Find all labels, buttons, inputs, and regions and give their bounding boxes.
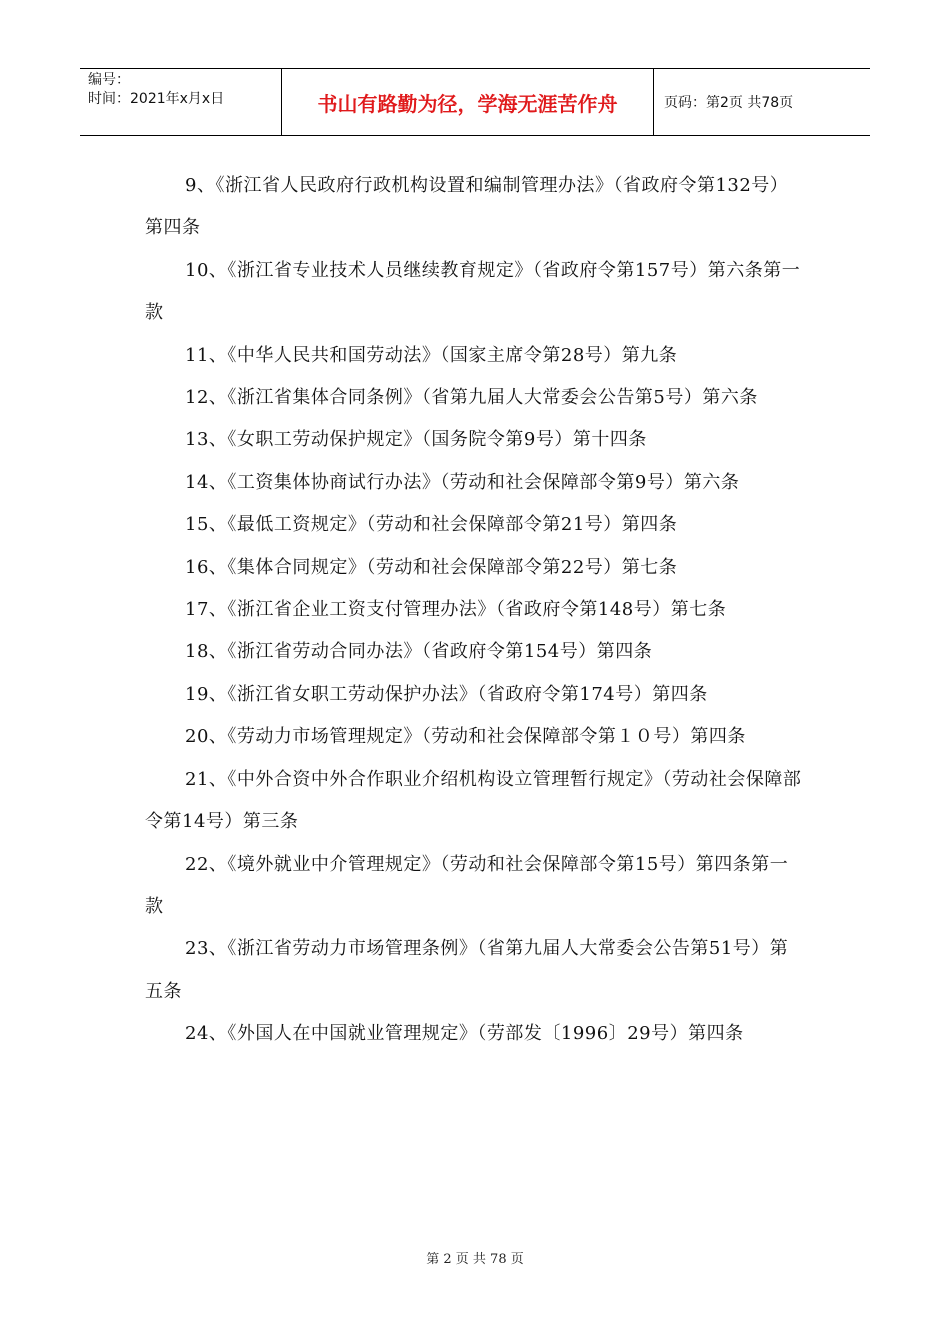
regulation-list xyxy=(145,165,805,1056)
list-item: 9、《浙江省人民政府行政机构设置和编制管理办法》（省政府令第132号）第四条 xyxy=(145,175,789,239)
document-number-label: 编号： xyxy=(88,72,130,88)
list-item: 18、《浙江省劳动合同办法》（省政府令第154号）第四条 xyxy=(185,641,653,663)
list-item: 24、《外国人在中国就业管理规定》（劳部发〔1996〕29号）第四条 xyxy=(185,1023,744,1045)
list-item: 21、《中外合资中外合作职业介绍机构设立管理暂行规定》（劳动社会保障部令第14号）第三条 xyxy=(145,768,802,833)
document-time: 时间：2021年x月x日 xyxy=(88,91,225,107)
list-item: 17、《浙江省企业工资支付管理办法》（省政府令第148号）第七条 xyxy=(185,599,727,621)
page-footer: 第 2 页 共 78 页 xyxy=(426,1252,524,1267)
list-item: 10、《浙江省专业技术人员继续教育规定》（省政府令第157号）第六条第一款 xyxy=(145,259,801,324)
list-item: 23、《浙江省劳动力市场管理条例》（省第九届人大常委会公告第51号）第五条 xyxy=(145,938,789,1002)
header-meta xyxy=(80,69,282,135)
header-motto: 书山有路勤为径，学海无涯苦作舟 xyxy=(282,69,654,135)
list-item: 13、《女职工劳动保护规定》（国务院令第9号）第十四条 xyxy=(185,429,647,451)
list-item: 12、《浙江省集体合同条例》（省第九届人大常委会公告第5号）第六条 xyxy=(185,387,758,409)
list-item: 22、《境外就业中介管理规定》（劳动和社会保障部令第15号）第四条第一款 xyxy=(145,853,789,917)
list-item: 16、《集体合同规定》（劳动和社会保障部令第22号）第七条 xyxy=(185,556,678,578)
list-item: 20、《劳动力市场管理规定》（劳动和社会保障部令第１０号）第四条 xyxy=(185,726,746,748)
list-item: 19、《浙江省女职工劳动保护办法》（省政府令第174号）第四条 xyxy=(185,683,708,705)
header-page-code: 页码：第2页 共78页 xyxy=(664,95,794,111)
list-item: 15、《最低工资规定》（劳动和社会保障部令第21号）第四条 xyxy=(185,514,678,536)
list-item: 11、《中华人民共和国劳动法》（国家主席令第28号）第九条 xyxy=(185,344,678,366)
list-item: 14、《工资集体协商试行办法》（劳动和社会保障部令第9号）第六条 xyxy=(185,471,740,493)
page-header xyxy=(80,68,870,136)
